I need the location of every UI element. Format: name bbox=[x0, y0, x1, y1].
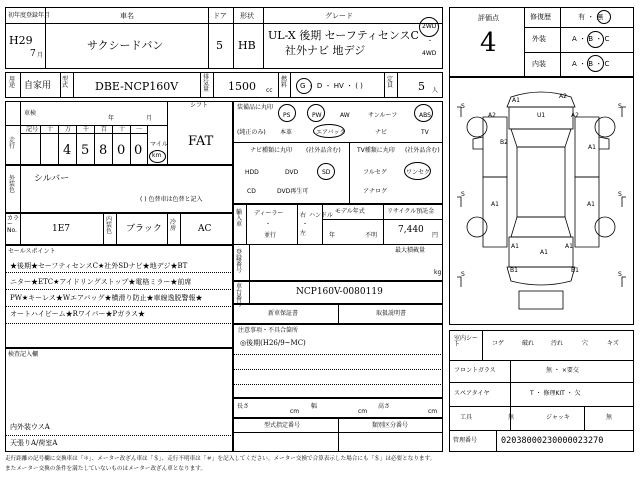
interior-b-circle bbox=[587, 55, 604, 72]
cc-unit: cc bbox=[266, 87, 273, 94]
model-value: DBE-NCP160V bbox=[95, 80, 179, 93]
model-year-label: モデル年式 bbox=[335, 208, 365, 215]
unit-label-10man: 十 bbox=[47, 126, 54, 133]
km-label: km bbox=[152, 152, 162, 159]
diagram-label: A1 bbox=[511, 243, 519, 250]
score-label: 評価点 bbox=[478, 14, 499, 22]
type-label: 型式指定番号 bbox=[264, 422, 301, 429]
diagram-label: A2 bbox=[488, 112, 496, 119]
sales-point-line: オートハイビーム★Rワイパー★Pガラス★ bbox=[10, 310, 145, 318]
unit-label-symbol: 記号 bbox=[26, 126, 39, 133]
fuel-gas-circle bbox=[296, 78, 312, 94]
unit-label-juu: 十 bbox=[119, 126, 126, 133]
unit-label-ichi: 一 bbox=[136, 126, 143, 133]
inspection-month-unit: 月 bbox=[146, 115, 153, 122]
usage-value: 自家用 bbox=[24, 81, 52, 91]
unit-label-man: 万 bbox=[65, 126, 72, 133]
first-reg-month: 7 bbox=[30, 49, 36, 59]
recycle-value: 7,440 bbox=[398, 225, 424, 235]
shift-value: FAT bbox=[188, 134, 214, 149]
parallel-label: 並行 bbox=[264, 232, 277, 239]
fuel-options: G ・ D ・ HV ・ ( ) bbox=[300, 82, 363, 90]
manual-label: 取扱説明書 bbox=[376, 310, 407, 317]
grade-label: グレード bbox=[325, 12, 353, 20]
height-unit: cm bbox=[428, 408, 438, 415]
displacement-value: 1500 bbox=[228, 80, 256, 93]
notes-label: 注意事項・不具合箇所 bbox=[238, 327, 299, 334]
diagram-corner-mark: S bbox=[461, 191, 465, 198]
spare-tire-options: T ・ 修理KIT ・ 欠 bbox=[530, 390, 581, 397]
windshield-options: 無 ・ ×要交 bbox=[546, 367, 579, 374]
equip-aw: AW bbox=[340, 112, 350, 119]
seat-option: 穴 bbox=[582, 340, 589, 347]
ps-circle bbox=[278, 104, 296, 122]
equip-navi: ナビ bbox=[375, 129, 388, 136]
model-label: 型式 bbox=[62, 76, 69, 89]
inspector-frame bbox=[5, 348, 233, 452]
shape-label: 形状 bbox=[240, 12, 254, 20]
diagram-label: B1 bbox=[510, 267, 518, 274]
warranty-label: 新車保証書 bbox=[268, 310, 299, 317]
sales-point-line: PW★キーレス★Wエアバッグ★横滑り防止★車線逸脱警報★ bbox=[10, 294, 203, 302]
capacity-value: 5 bbox=[418, 80, 425, 93]
tv-type-label: TV種類に丸印 bbox=[357, 147, 395, 154]
navi-dvd-play: DVD再生可 bbox=[277, 188, 309, 195]
dealer-label: ディーラー bbox=[254, 210, 284, 217]
equip-sunroof: サンルーフ bbox=[368, 112, 398, 119]
vin-label: 車台番号 bbox=[236, 283, 243, 308]
yen-unit: 円 bbox=[432, 232, 439, 239]
fuel-label: 燃料 bbox=[281, 76, 288, 89]
dimensions-frame bbox=[233, 398, 443, 418]
notes-value: ◎後期(H26/9~MC) bbox=[240, 339, 306, 347]
tools-value: 無 bbox=[508, 414, 515, 421]
equip-abs: ABS bbox=[419, 112, 431, 119]
interior-grade-options: A ・ B ・ C bbox=[572, 60, 610, 68]
grade-line1: UL-X 後期 セーフティセンスC bbox=[268, 29, 419, 42]
jack-value: 無 bbox=[606, 414, 613, 421]
sales-point-line: ニター★ETC★アイドリングストップ★電格ミラー★前席 bbox=[10, 278, 192, 286]
diagram-label: A1 bbox=[540, 249, 548, 256]
equip-leather: 本革 bbox=[280, 129, 293, 136]
sales-point-line: ★後期★セーフティセンスC★社外SDナビ★地デジ★BT bbox=[10, 262, 188, 270]
diagram-corner-mark: S bbox=[618, 103, 622, 110]
exterior-color-value: シルバー bbox=[34, 174, 70, 184]
car-name-label: 車名 bbox=[120, 12, 134, 20]
score-value: 4 bbox=[480, 28, 497, 58]
tv-type-sub: (社外品含む) bbox=[405, 147, 440, 154]
shape-value: HB bbox=[238, 39, 256, 52]
equip-pw: PW bbox=[312, 112, 322, 119]
sd-circle bbox=[317, 163, 335, 180]
exterior-color-label: 外装色 bbox=[9, 175, 16, 194]
pw-circle bbox=[307, 104, 325, 122]
navi-hdd: HDD bbox=[245, 169, 259, 176]
sales-points-label: セールスポイント bbox=[8, 248, 56, 255]
exterior-grade-options: A ・ B ・ C bbox=[572, 35, 610, 43]
car-name: サクシードバン bbox=[87, 39, 164, 52]
repair-none-circle bbox=[597, 10, 611, 24]
category-label: 類別区分番号 bbox=[372, 422, 409, 429]
unit-label-hyaku: 百 bbox=[101, 126, 108, 133]
footer-note-1: 走行距離の記号欄に交換車は「＊」、メーター改ざん車は「＄」、走行不明車は「＃」を記入してください。メーター交換で合算表示した場合にも「＄」は必要となります。 bbox=[5, 456, 436, 462]
width-label: 幅 bbox=[311, 403, 318, 410]
windshield-label: フロントガラス bbox=[454, 367, 496, 374]
unit-label-sen: 千 bbox=[83, 126, 90, 133]
diagram-corner-mark: S bbox=[461, 103, 465, 110]
exterior-color-frame bbox=[5, 165, 233, 213]
model-year-unknown: 不明 bbox=[365, 232, 378, 239]
inspection-year-unit: 年 bbox=[108, 115, 115, 122]
equip-airbag: エアバック bbox=[316, 129, 346, 136]
seat-option: コゲ bbox=[492, 340, 505, 347]
mileage-label: 走行 bbox=[9, 137, 16, 150]
interior-color-label: 内装色 bbox=[106, 216, 113, 235]
ac-label: 冷房 bbox=[170, 219, 177, 232]
exterior-grade-label: 外装 bbox=[532, 35, 546, 43]
reg-number-label: 登録番号 bbox=[236, 249, 243, 274]
diagram-label: A2 bbox=[571, 112, 579, 119]
height-label: 高さ bbox=[378, 403, 391, 410]
mileage-digit: 5 bbox=[81, 143, 90, 158]
diagram-corner-mark: S bbox=[618, 271, 622, 278]
diagram-label: A1 bbox=[587, 201, 595, 208]
grade-line2: 社外ナビ 地デジ bbox=[285, 44, 366, 57]
oneseg-circle bbox=[404, 162, 431, 180]
seat-option: 汚れ bbox=[551, 340, 564, 347]
abs-circle bbox=[414, 104, 433, 122]
footer-note-2: またメーター交換の条件を満たしていないものはメーター改ざん車となります。 bbox=[5, 466, 206, 472]
first-reg-year: H29 bbox=[9, 34, 33, 47]
seat-option: 破れ bbox=[522, 340, 535, 347]
color-no-label: カラーNo. bbox=[7, 215, 20, 234]
tv-oneseg: ワンセグ bbox=[406, 169, 431, 176]
mile-label: マイル bbox=[150, 141, 168, 148]
diagram-label: A1 bbox=[491, 201, 499, 208]
diagram-label: B1 bbox=[571, 267, 579, 274]
model-year-unit: 年 bbox=[329, 232, 336, 239]
diagram-corner-mark: S bbox=[618, 191, 622, 198]
length-label: 長さ bbox=[237, 403, 250, 410]
mileage-digit: 4 bbox=[63, 143, 72, 158]
doors-label: ドア bbox=[213, 12, 227, 20]
exterior-color-note: ( ) 色替車は色替と記入 bbox=[140, 196, 203, 203]
notes-frame bbox=[233, 324, 443, 398]
inspector-label: 検査記入欄 bbox=[8, 351, 39, 358]
management-value: 02038000230000023270 bbox=[501, 436, 604, 446]
seat-option: キズ bbox=[607, 340, 619, 347]
diagram-label: A1 bbox=[512, 97, 520, 104]
first-reg-month-unit: 月 bbox=[37, 52, 44, 59]
usage-label: 用途 bbox=[9, 76, 16, 89]
inspection-label: 車検 bbox=[24, 110, 37, 117]
width-unit: cm bbox=[358, 408, 368, 415]
navi-type-label: ナビ種類に丸印 bbox=[250, 147, 293, 154]
interior-grade-label: 内装 bbox=[532, 60, 546, 68]
exterior-b-circle bbox=[587, 31, 604, 48]
tv-analog: アナログ bbox=[363, 188, 388, 195]
interior-seat-label: 室内シート bbox=[454, 335, 479, 348]
diagram-label: U1 bbox=[537, 112, 546, 119]
airbag-circle bbox=[313, 124, 345, 138]
equip-tv: TV bbox=[421, 129, 429, 136]
vin-value: NCP160V-0080119 bbox=[296, 287, 383, 297]
doors-value: 5 bbox=[216, 39, 223, 52]
shift-label: シフト bbox=[190, 102, 209, 109]
mileage-digit: 0 bbox=[117, 143, 126, 158]
mileage-digit: 8 bbox=[99, 143, 108, 158]
row2-frame bbox=[5, 72, 443, 98]
navi-type-sub: (社外品含む) bbox=[306, 147, 341, 154]
repair-label: 修復歴 bbox=[530, 13, 551, 21]
drive-2wd: 2WD bbox=[422, 23, 437, 30]
kg-unit: kg bbox=[434, 269, 442, 276]
person-unit: 人 bbox=[432, 87, 439, 94]
navi-cd: CD bbox=[247, 188, 256, 195]
tv-fullseg: フルセグ bbox=[363, 169, 387, 176]
max-load-label: 最大積載量 bbox=[395, 247, 426, 254]
ac-value: AC bbox=[198, 224, 212, 234]
dot-sep: ・ bbox=[265, 221, 272, 228]
equip-ps: PS bbox=[283, 112, 291, 119]
drive-sep: ・ bbox=[427, 38, 434, 45]
diagram-label: A1 bbox=[565, 243, 573, 250]
import-label: 輸入車 bbox=[236, 209, 243, 228]
length-unit: cm bbox=[290, 408, 300, 415]
capacity-label: 定員 bbox=[387, 76, 394, 89]
equipment-sub-label: (純正のみ) bbox=[237, 129, 266, 136]
navi-sd: SD bbox=[322, 169, 331, 176]
inspector-line1: 内外装ウスA bbox=[10, 423, 50, 431]
repair-options: 有 ・ 無 bbox=[578, 13, 604, 21]
diagram-label: B2 bbox=[500, 139, 508, 146]
handle-label: ハンドル bbox=[309, 212, 334, 219]
diagram-corner-mark: S bbox=[461, 271, 465, 278]
drive-4wd: 4WD bbox=[422, 50, 437, 57]
equipment-label: 装備品に丸印 bbox=[237, 104, 274, 111]
left-handle: 左 bbox=[300, 230, 307, 237]
diagram-label: A2 bbox=[559, 93, 567, 100]
spare-tire-label: スペアタイヤ bbox=[454, 390, 490, 397]
navi-dvd: DVD bbox=[285, 169, 299, 176]
right-handle: 右 bbox=[300, 212, 307, 219]
dot-sep: ・ bbox=[302, 221, 309, 228]
mileage-digit: 0 bbox=[134, 143, 143, 158]
tools-label: 工具 bbox=[460, 414, 473, 421]
first-reg-label: 初年度登録年月 bbox=[8, 12, 51, 19]
displacement-label: 排気量 bbox=[203, 74, 210, 93]
management-label: 管理番号 bbox=[453, 437, 478, 444]
color-no-value: 1E7 bbox=[52, 224, 71, 234]
interior-color-value: ブラック bbox=[126, 224, 162, 234]
inspector-line2: 天張りA/荷室A bbox=[10, 439, 58, 447]
recycle-label: リサイクル預託金 bbox=[387, 208, 435, 215]
jack-label: ジャッキ bbox=[546, 414, 570, 421]
diagram-label: A1 bbox=[588, 144, 596, 151]
